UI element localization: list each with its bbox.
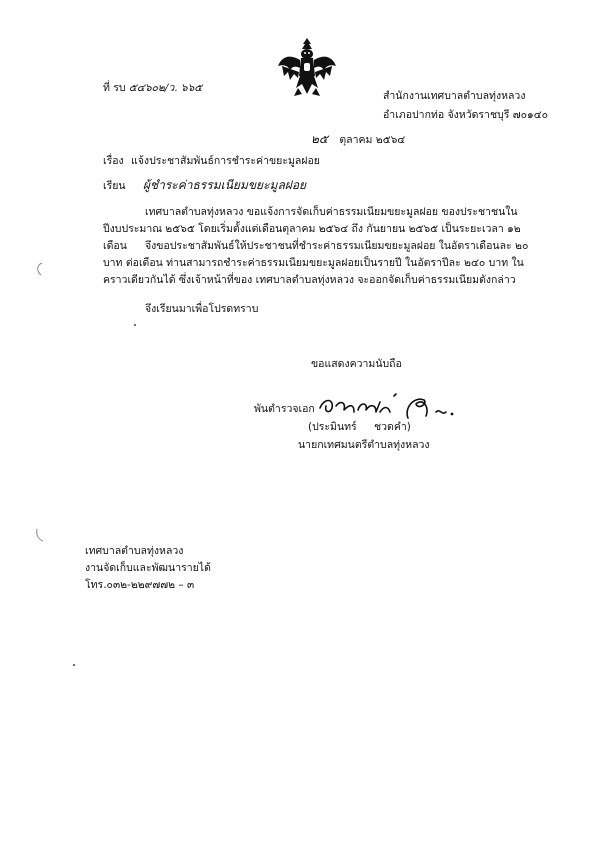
subject-label: เรื่อง bbox=[103, 155, 124, 167]
date-month-year: ตุลาคม ๒๕๖๔ bbox=[339, 134, 406, 146]
office-address: อำเภอปากท่อ จังหวัดราชบุรี ๗๐๑๔๐ bbox=[383, 109, 549, 121]
footer-section: งานจัดเก็บและพัฒนารายได้ bbox=[85, 562, 211, 574]
date-day: ๒๕ bbox=[311, 132, 328, 146]
recipient-text: ผู้ชำระค่าธรรมเนียมขยะมูลฝอย bbox=[142, 178, 307, 192]
doc-number bbox=[103, 81, 202, 95]
salutation: ขอแสดงความนับถือ bbox=[311, 358, 402, 370]
signer-position: นายกเทศมนตรีตำบลทุ่งหลวง bbox=[298, 439, 430, 451]
scan-speck bbox=[134, 324, 136, 326]
office-name: สำนักงานเทศบาลตำบลทุ่งหลวง bbox=[383, 90, 526, 102]
recipient-line bbox=[103, 178, 306, 193]
hole-punch-mark bbox=[34, 262, 44, 276]
doc-number-value: ๕๔๖๐๒/ว. ๖๖๕ bbox=[128, 82, 203, 94]
letter-date bbox=[311, 132, 405, 147]
doc-number-prefix: ที่ รบ bbox=[103, 82, 126, 94]
signer-rank: พันตำรวจเอก bbox=[254, 403, 315, 415]
recipient-label: เรียน bbox=[103, 180, 126, 192]
hole-punch-mark bbox=[34, 528, 44, 542]
subject-line bbox=[103, 154, 320, 168]
scan-speck bbox=[73, 664, 75, 666]
body-paragraph-2: จึงขอประชาสัมพันธ์ให้ประชาชนที่ชำระค่าธรรมเนียมขยะมูลฝอย ในอัตราเดือนละ ๒๐ บาท ต่อเดือน ท่านสามารถชำระค่าธรรมเนียมขยะมูลฝอยเป็นรายปี ในอัตราปีละ ๒๔๐ บาท ในคราวเดียวกันได้ ซึ่งเจ้าหน้าที่ของ เทศบาลตำบลทุ่งหลวง จะออกจัดเก็บค่าธรรมเนียมดังกล่าว bbox=[103, 240, 529, 286]
subject-text: แจ้งประชาสัมพันธ์การชำระค่าขยะมูลฝอย bbox=[131, 155, 320, 167]
garuda-emblem-icon bbox=[276, 36, 338, 98]
body-paragraph-1: เทศบาลตำบลทุ่งหลวง ขอแจ้งการจัดเก็บค่าธรรมเนียมขยะมูลฝอย ของประชาชนในปีงบประมาณ ๒๕๖๕ โดยเริ่มตั้งแต่เดือนตุลาคม ๒๕๖๔ ถึง กันยายน ๒๕๖๕ เป็นระยะเวลา ๑๒ เดือน bbox=[103, 206, 521, 252]
footer-phone: โทร.๐๓๒-๒๒๙๗๗๒ – ๓ bbox=[85, 579, 195, 591]
closing-line: จึงเรียนมาเพื่อโปรดทราบ bbox=[145, 303, 259, 315]
signer-name: (ประมินทร์ ชวดคำ) bbox=[308, 421, 411, 433]
footer-department: เทศบาลตำบลทุ่งหลวง bbox=[85, 545, 184, 557]
